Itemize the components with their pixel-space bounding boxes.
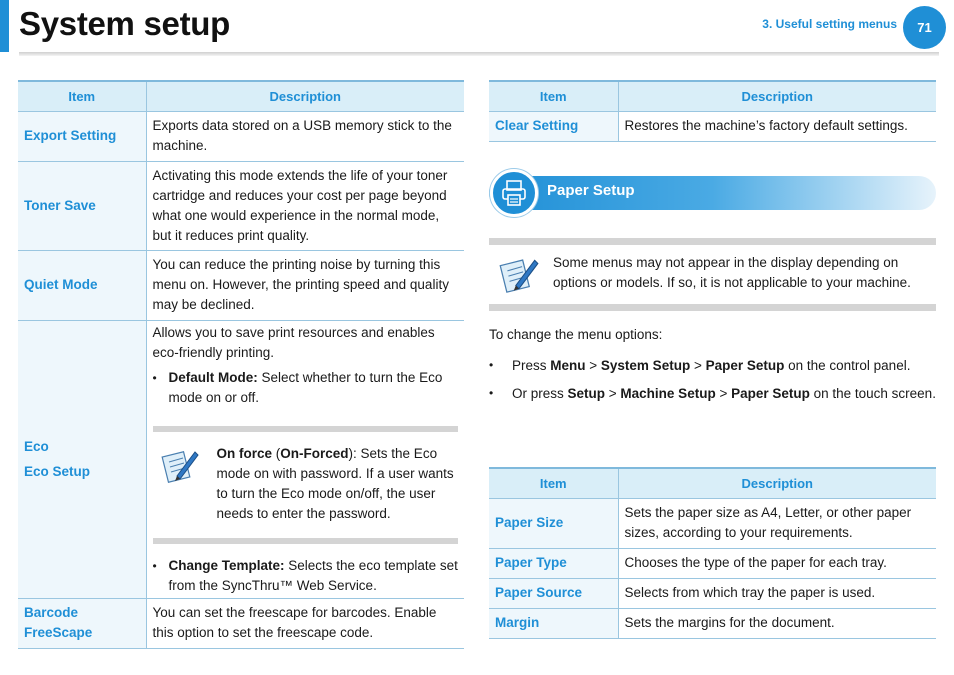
list-item: • Press Menu > System Setup > Paper Setup on the control panel.: [489, 358, 911, 373]
table-row: [18, 250, 464, 320]
column-header-item: Item: [489, 468, 618, 498]
description-toner-save: Activating this mode extends the life of your toner cartridge and reduces your cost per page beyond what one would experience in the normal mode, but it reduces print quality.: [146, 161, 464, 250]
description-margin: Sets the margins for the document.: [618, 608, 936, 638]
description-eco: [146, 320, 464, 598]
item-toner-save: Toner Save: [18, 161, 146, 250]
table-header-row: [489, 81, 936, 111]
item-paper-source: Paper Source: [489, 578, 618, 608]
table-header-row: [18, 81, 464, 111]
item-margin: Margin: [489, 608, 618, 638]
default-mode-text: Select whether to turn the Eco mode on or off.: [168, 369, 443, 405]
description-clear-setting: Restores the machine’s factory default settings.: [618, 111, 936, 141]
item-quiet-mode: Quiet Mode: [18, 250, 146, 320]
table-row: [489, 548, 936, 578]
table-row: [18, 320, 464, 598]
item-eco-label: Eco: [24, 438, 49, 454]
column-header-item: Item: [489, 81, 618, 111]
item-clear-setting: Clear Setting: [489, 111, 618, 141]
column-header-description: Description: [618, 81, 936, 111]
change-template-text: Selects the eco template set from the SyncThru™ Web Service.: [168, 557, 458, 593]
right-top-settings-table: [489, 80, 936, 142]
eco-bullet-change-template: • Change Template: Selects the eco template set from the SyncThru™ Web Service.: [152, 557, 458, 593]
description-paper-size: Sets the paper size as A4, Letter, or other paper sizes, according to your requirements.: [618, 498, 936, 548]
item-export-setting: Export Setting: [18, 111, 146, 161]
memo-pencil-icon: [161, 446, 201, 490]
description-paper-type: Chooses the type of the paper for each tray.: [618, 548, 936, 578]
table-row: [489, 578, 936, 608]
item-barcode-freescape: Barcode FreeScape: [18, 598, 146, 648]
description-quiet-mode: You can reduce the printing noise by turning this menu on. However, the printing speed and quality may be declined.: [146, 250, 464, 320]
chapter-label: 3. Useful setting menus: [762, 17, 897, 31]
instructions-intro: To change the menu options:: [489, 327, 663, 342]
table-row: [18, 161, 464, 250]
header-divider: [19, 52, 939, 56]
page-number-badge: [903, 6, 946, 49]
printer-icon: [490, 169, 538, 217]
paper-setup-table: [489, 467, 936, 639]
column-header-description: Description: [618, 468, 936, 498]
note-box: [489, 238, 936, 311]
list-item: • Or press Setup > Machine Setup > Paper Setup on the touch screen.: [489, 386, 936, 401]
item-paper-type: Paper Type: [489, 548, 618, 578]
memo-pencil-icon: [499, 254, 541, 299]
header-accent-bar: [0, 0, 9, 52]
description-barcode-freescape: You can set the freescape for barcodes. Enable this option to set the freescape code.: [146, 598, 464, 648]
item-eco-setup-label: Eco Setup: [24, 463, 91, 479]
change-template-label: Change Template:: [168, 557, 285, 573]
table-row: [18, 598, 464, 648]
page-title: System setup: [19, 5, 230, 42]
on-forced-label: On-Forced: [280, 445, 349, 461]
item-paper-size: Paper Size: [489, 498, 618, 548]
eco-note-box: [153, 426, 459, 544]
eco-description-text: Allows you to save print resources and enables eco-friendly printing.: [152, 324, 435, 360]
table-row: [489, 498, 936, 548]
table-row: [489, 608, 936, 638]
on-force-label: On force: [216, 445, 273, 461]
default-mode-label: Default Mode:: [168, 369, 258, 385]
description-paper-source: Selects from which tray the paper is used.: [618, 578, 936, 608]
note-text: Some menus may not appear in the display depending on options or models. If so, it is not applicable to your machine.: [553, 255, 911, 290]
item-eco: [18, 320, 146, 598]
instructions-list: [489, 355, 936, 404]
table-row: [489, 111, 936, 141]
description-export-setting: Exports data stored on a USB memory stick to the machine.: [146, 111, 464, 161]
eco-bullet-default-mode: • Default Mode: Select whether to turn the Eco mode on or off.: [152, 369, 443, 405]
table-row: [18, 111, 464, 161]
left-settings-table: [18, 80, 464, 649]
table-header-row: [489, 468, 936, 498]
column-header-description: Description: [146, 81, 464, 111]
column-header-item: Item: [18, 81, 146, 111]
section-title: Paper Setup: [547, 182, 635, 199]
eco-note-text: On force (On-Forced): Sets the Eco mode on with password. If a user wants to turn the Eco mode on/off, the user needs to enter the password.: [216, 445, 454, 521]
page-number: 71: [917, 20, 932, 35]
